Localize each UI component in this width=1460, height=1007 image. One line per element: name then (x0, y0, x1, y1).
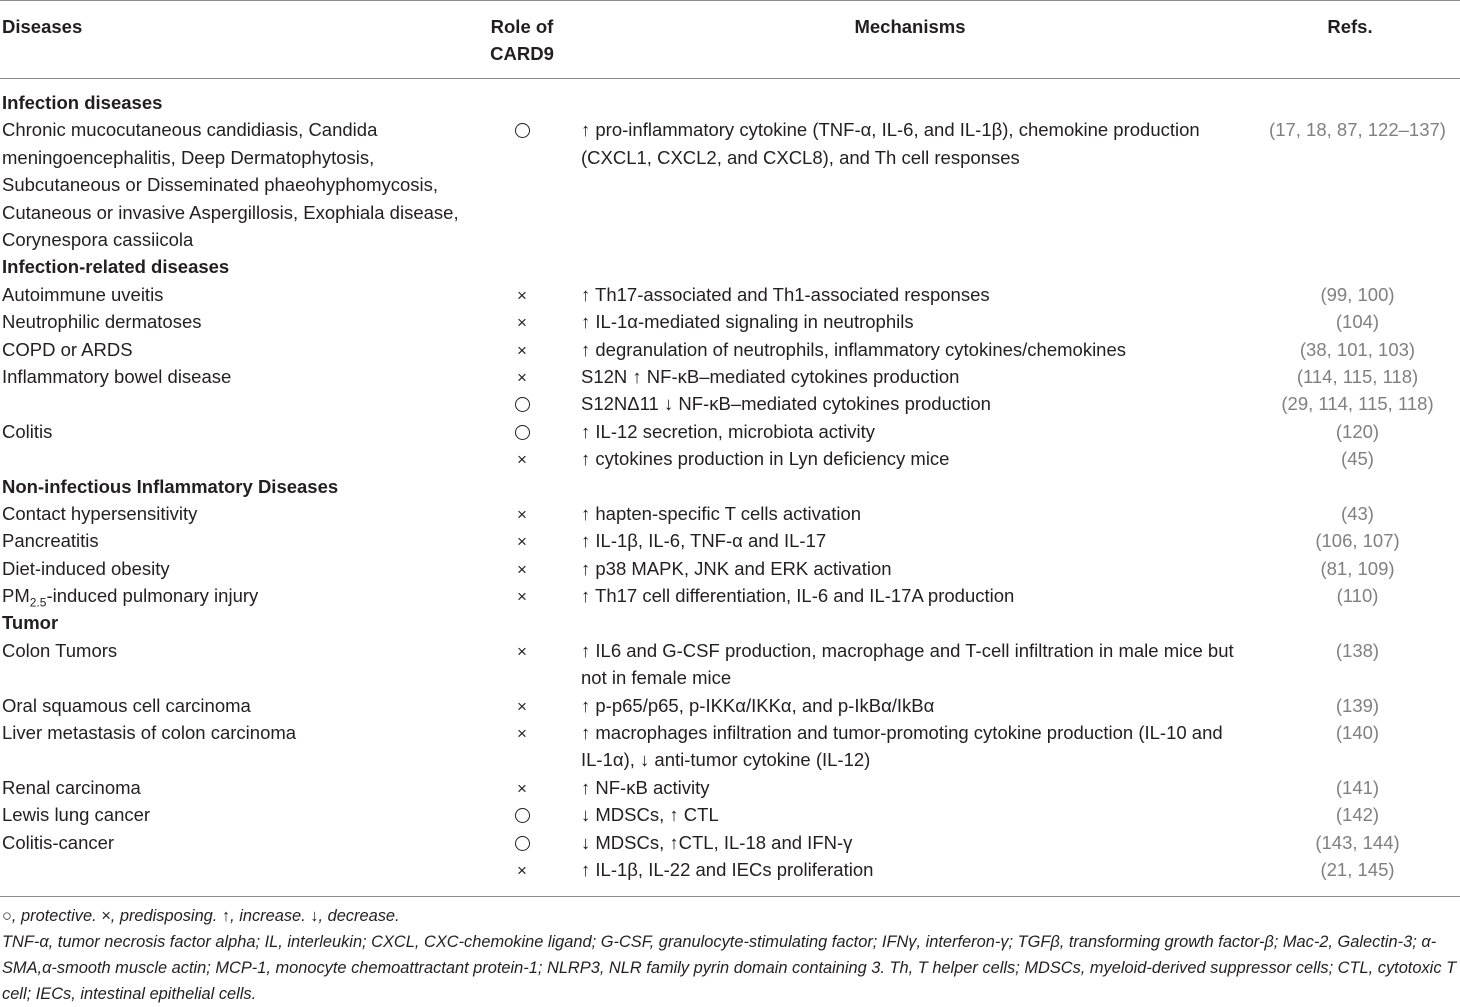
section-title: Infection diseases (2, 92, 163, 113)
circle-icon (515, 123, 530, 138)
mechanism-cell: ↑ IL6 and G-CSF production, macrophage and T-cell infiltration in male mice but not in female mice (581, 639, 1234, 689)
cross-icon: × (517, 450, 527, 470)
circle-icon (515, 397, 530, 412)
section-heading (0, 89, 1460, 116)
refs-cell: (143, 144) (1315, 831, 1400, 853)
disease-cell: Neutrophilic dermatoses (2, 311, 202, 333)
circle-icon (515, 425, 530, 440)
table-row (0, 555, 1460, 582)
table-row (0, 829, 1460, 856)
footnote-legend: ○, protective. ×, predisposing. ↑, increase. ↓, decrease. (2, 907, 400, 925)
section-title: Infection-related diseases (2, 256, 230, 278)
disease-subscript: 2.5 (29, 595, 47, 610)
section-heading (0, 253, 1460, 280)
table-row (0, 308, 1460, 335)
mechanism-cell: ↓ MDSCs, ↑ CTL (581, 804, 719, 826)
cross-icon: × (517, 641, 527, 661)
disease-cell: Colon Tumors (2, 639, 118, 661)
disease-cell: Oral squamous cell carcinoma (2, 694, 251, 716)
protective-circle-icon (482, 116, 562, 143)
disease-text: PM (2, 585, 30, 607)
disease-cell: Chronic mucocutaneous candidiasis, Candida meningoencephalitis, Deep Dermatophytosis, Subcutaneous or Disseminated phaeohyphomycosis, Cutaneous or invasive Aspergillosis, Exophiala disease, Corynespora cassiicola (2, 119, 459, 251)
protective-circle-icon (482, 801, 562, 828)
table-row (0, 719, 1460, 774)
mechanism-cell: ↑ macrophages infiltration and tumor-promoting cytokine production (IL-10 and IL-1α), ↓ anti-tumor cytokine (IL-12) (581, 722, 1223, 771)
predisposing-cross-icon (482, 527, 562, 555)
section-heading (0, 473, 1460, 500)
refs-cell: (38, 101, 103) (1299, 338, 1416, 360)
table-row (0, 774, 1460, 801)
refs-cell: (141) (1335, 776, 1380, 798)
predisposing-cross-icon (482, 719, 562, 747)
table-footnotes (2, 903, 1458, 1007)
refs-cell: (21, 145) (1320, 859, 1395, 881)
predisposing-cross-icon (482, 281, 562, 309)
disease-cell: Colitis (2, 420, 53, 442)
predisposing-cross-icon (482, 445, 562, 473)
cross-icon: × (517, 532, 527, 552)
mechanism-cell: ↑ degranulation of neutrophils, inflammatory cytokines/chemokines (581, 338, 1127, 360)
mechanism-cell: ↑ IL-1β, IL-6, TNF-α and IL-17 (581, 530, 827, 552)
predisposing-cross-icon (482, 336, 562, 364)
top-rule (0, 0, 1460, 1)
disease-cell: Colitis-cancer (2, 831, 115, 853)
section-title: Non-infectious Inflammatory Diseases (2, 475, 339, 497)
circle-icon (515, 808, 530, 823)
refs-cell: (139) (1335, 694, 1380, 716)
table-row (0, 637, 1460, 692)
refs-cell: (114, 115, 118) (1296, 365, 1419, 387)
refs-cell: (17, 18, 87, 122–137) (1269, 119, 1446, 141)
table-row (0, 418, 1460, 445)
cross-icon: × (517, 313, 527, 333)
table-row (0, 582, 1460, 609)
mechanism-cell: ↑ Th17-associated and Th1-associated responses (581, 283, 990, 305)
disease-cell: Autoimmune uveitis (2, 283, 164, 305)
mechanism-cell: ↑ Th17 cell differentiation, IL-6 and IL-17A production (581, 585, 1015, 607)
refs-cell: (120) (1335, 420, 1380, 442)
disease-cell: COPD or ARDS (2, 338, 133, 360)
table-row (0, 281, 1460, 308)
predisposing-cross-icon (482, 637, 562, 665)
mechanism-cell: ↑ cytokines production in Lyn deficiency mice (581, 448, 950, 470)
cross-icon: × (517, 696, 527, 716)
predisposing-cross-icon (482, 363, 562, 391)
protective-circle-icon (482, 418, 562, 445)
section-title: Tumor (2, 612, 59, 634)
header-role: Role of CARD9 (490, 16, 554, 64)
cross-icon: × (517, 559, 527, 579)
predisposing-cross-icon (482, 692, 562, 720)
cross-icon: × (517, 778, 527, 798)
table-row (0, 390, 1460, 417)
protective-circle-icon (482, 390, 562, 417)
header-refs: Refs. (1327, 16, 1373, 37)
mechanism-cell: ↑ IL-1α-mediated signaling in neutrophils (581, 311, 914, 333)
table-row (0, 500, 1460, 527)
table-row (0, 116, 1460, 253)
cross-icon: × (517, 340, 527, 360)
table-row (0, 692, 1460, 719)
mechanism-cell: ↑ IL-12 secretion, microbiota activity (581, 420, 876, 442)
mechanism-cell: ↑ IL-1β, IL-22 and IECs proliferation (581, 859, 874, 881)
footnote-abbreviations: TNF-α, tumor necrosis factor alpha; IL, interleukin; CXCL, CXC-chemokine ligand; G-CSF, granulocyte-stimulating factor; IFNγ, interferon-γ; TGFβ, transforming growth factor-β; Mac-2, Galectin-3; α-SMA,α-smooth muscle actin; MCP-1, monocyte chemoattractant protein-1; NLRP3, NLR family pyrin domain containing 3. Th, T helper cells; MDSCs, myeloid-derived suppressor cells; CTL, cytotoxic T cell; IECs, intestinal epithelial cells. (2, 933, 1457, 1003)
disease-cell: Contact hypersensitivity (2, 502, 198, 524)
protective-circle-icon (482, 829, 562, 856)
table-row (0, 801, 1460, 828)
table-row (0, 445, 1460, 472)
cross-icon: × (517, 504, 527, 524)
header-diseases: Diseases (2, 16, 83, 37)
disease-cell: Renal carcinoma (2, 776, 141, 798)
header-rule (0, 78, 1460, 79)
refs-cell: (138) (1335, 639, 1380, 661)
cross-icon: × (517, 724, 527, 744)
cross-icon: × (517, 367, 527, 387)
disease-cell: Pancreatitis (2, 530, 99, 552)
refs-cell: (43) (1341, 502, 1374, 524)
cross-icon: × (517, 285, 527, 305)
predisposing-cross-icon (482, 308, 562, 336)
mechanism-cell: ↑ p-p65/p65, p-IKKα/IKKα, and p-IkBα/IkBα (581, 694, 935, 716)
mechanism-cell: ↓ MDSCs, ↑CTL, IL-18 and IFN-γ (581, 831, 853, 853)
mechanism-cell: S12NΔ11 ↓ NF-κB–mediated cytokines production (581, 393, 991, 415)
mechanism-cell: S12N ↑ NF-κB–mediated cytokines production (581, 365, 960, 387)
disease-text: -induced pulmonary injury (46, 585, 259, 607)
predisposing-cross-icon (482, 500, 562, 528)
disease-cell: Lewis lung cancer (2, 804, 151, 826)
mechanism-cell: ↑ hapten-specific T cells activation (581, 502, 862, 524)
mechanism-cell: ↑ NF-κB activity (581, 776, 710, 798)
mechanism-cell: ↑ p38 MAPK, JNK and ERK activation (581, 557, 892, 579)
table-body (0, 89, 1460, 883)
disease-cell: Liver metastasis of colon carcinoma (2, 722, 297, 744)
predisposing-cross-icon (482, 582, 562, 610)
cross-icon: × (517, 861, 527, 881)
footer-rule (0, 896, 1460, 897)
section-heading (0, 609, 1460, 636)
refs-cell: (45) (1341, 448, 1374, 470)
predisposing-cross-icon (482, 555, 562, 583)
refs-cell: (99, 100) (1320, 283, 1395, 305)
disease-cell: Inflammatory bowel disease (2, 365, 232, 387)
table-row (0, 527, 1460, 554)
predisposing-cross-icon (482, 774, 562, 802)
refs-cell: (81, 109) (1320, 557, 1395, 579)
predisposing-cross-icon (482, 856, 562, 884)
refs-cell: (29, 114, 115, 118) (1281, 393, 1434, 415)
refs-cell: (140) (1335, 722, 1380, 744)
header-mechanisms: Mechanisms (854, 16, 966, 37)
refs-cell: (104) (1335, 311, 1380, 333)
table-row (0, 856, 1460, 883)
table-row (0, 363, 1460, 390)
mechanism-cell: ↑ pro-inflammatory cytokine (TNF-α, IL-6, and IL-1β), chemokine production (CXCL1, CXCL2, and CXCL8), and Th cell responses (581, 119, 1200, 168)
cross-icon: × (517, 587, 527, 607)
refs-cell: (142) (1335, 804, 1380, 826)
table-row (0, 336, 1460, 363)
refs-cell: (106, 107) (1315, 530, 1400, 552)
refs-cell: (110) (1336, 585, 1379, 607)
disease-cell: Diet-induced obesity (2, 557, 170, 579)
circle-icon (515, 836, 530, 851)
